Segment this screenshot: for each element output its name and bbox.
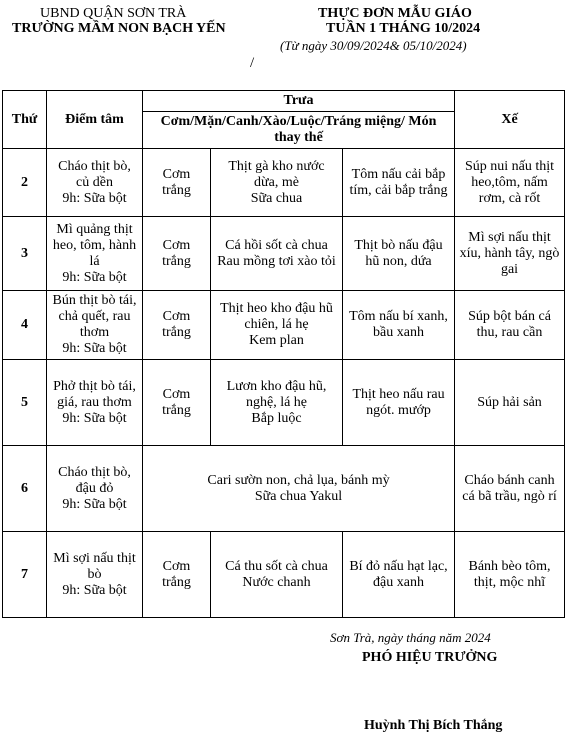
header-day: Thứ — [3, 91, 47, 149]
breakfast-cell: Mì sợi nấu thịt bò 9h: Sữa bột — [47, 532, 143, 618]
document-title: THỰC ĐƠN MẪU GIÁO — [318, 6, 472, 21]
main-dish-cell: Cá thu sốt cà chua Nước chanh — [211, 532, 343, 618]
header-lunch: Trưa — [143, 91, 455, 112]
day-cell: 5 — [3, 360, 47, 446]
rice-cell: Cơm trắng — [143, 360, 211, 446]
breakfast-cell: Bún thịt bò tái, chả quết, rau thơm 9h: Sữa bột — [47, 291, 143, 360]
rice-cell: Cơm trắng — [143, 532, 211, 618]
header-lunch-sub: Cơm/Mặn/Canh/Xào/Luộc/Tráng miệng/ Món thay thế — [143, 112, 455, 149]
school-name: TRƯỜNG MẦM NON BẠCH YẾN — [12, 21, 226, 36]
afternoon-cell: Súp bột bán cá thu, rau cần — [455, 291, 565, 360]
date-range: (Từ ngày 30/09/2024& 05/10/2024) — [280, 38, 467, 53]
document-header — [0, 0, 566, 90]
afternoon-cell: Súp nui nấu thịt heo,tôm, nấm rơm, cà rốt — [455, 149, 565, 217]
table-row — [3, 217, 565, 291]
main-dish-cell: Lươn kho đậu hũ, nghệ, lá hẹ Bắp luộc — [211, 360, 343, 446]
stray-mark: / — [250, 55, 255, 71]
rice-cell: Cơm trắng — [143, 217, 211, 291]
afternoon-cell: Súp hải sản — [455, 360, 565, 446]
table-row — [3, 149, 565, 217]
table-row — [3, 291, 565, 360]
afternoon-cell: Cháo bánh canh cá bã trầu, ngò rí — [455, 446, 565, 532]
header-breakfast: Điểm tâm — [47, 91, 143, 149]
rice-cell: Cơm trắng — [143, 291, 211, 360]
breakfast-cell: Mì quảng thịt heo, tôm, hành lá 9h: Sữa bột — [47, 217, 143, 291]
soup-cell: Tôm nấu bí xanh, bầu xanh — [343, 291, 455, 360]
day-cell: 3 — [3, 217, 47, 291]
day-cell: 7 — [3, 532, 47, 618]
district-name: UBND QUẬN SƠN TRÀ — [40, 6, 187, 21]
day-cell: 6 — [3, 446, 47, 532]
signer-title: PHÓ HIỆU TRƯỞNG — [362, 650, 498, 665]
main-dish-cell: Thịt gà kho nước dừa, mè Sữa chua — [211, 149, 343, 217]
soup-cell: Thịt heo nấu rau ngót. mướp — [343, 360, 455, 446]
soup-cell: Bí đỏ nấu hạt lạc, đậu xanh — [343, 532, 455, 618]
afternoon-cell: Bánh bèo tôm, thịt, mộc nhĩ — [455, 532, 565, 618]
breakfast-cell: Cháo thịt bò, củ dền 9h: Sữa bột — [47, 149, 143, 217]
main-dish-cell: Thịt heo kho đậu hũ chiên, lá hẹ Kem plan — [211, 291, 343, 360]
soup-cell: Tôm nấu cải bắp tím, cải bắp trắng — [343, 149, 455, 217]
day-cell: 4 — [3, 291, 47, 360]
week-label: TUẦN 1 THÁNG 10/2024 — [326, 21, 481, 36]
rice-cell: Cơm trắng — [143, 149, 211, 217]
signer-name: Huỳnh Thị Bích Thắng — [364, 718, 503, 733]
soup-cell: Thịt bò nấu đậu hũ non, dứa — [343, 217, 455, 291]
table-row — [3, 532, 565, 618]
menu-table — [2, 90, 565, 618]
breakfast-cell: Cháo thịt bò, đậu đỏ 9h: Sữa bột — [47, 446, 143, 532]
breakfast-cell: Phở thịt bò tái, giá, rau thơm 9h: Sữa bột — [47, 360, 143, 446]
table-row — [3, 446, 565, 532]
main-dish-cell: Cá hồi sốt cà chua Rau mồng tơi xào tỏi — [211, 217, 343, 291]
table-row — [3, 360, 565, 446]
date-line: Sơn Trà, ngày tháng năm 2024 — [330, 630, 491, 645]
lunch-merged-cell: Cari sườn non, chả lụa, bánh mỳ Sữa chua Yakul — [143, 446, 455, 532]
day-cell: 2 — [3, 149, 47, 217]
afternoon-cell: Mì sợi nấu thịt xíu, hành tây, ngò gai — [455, 217, 565, 291]
header-afternoon: Xế — [455, 91, 565, 149]
